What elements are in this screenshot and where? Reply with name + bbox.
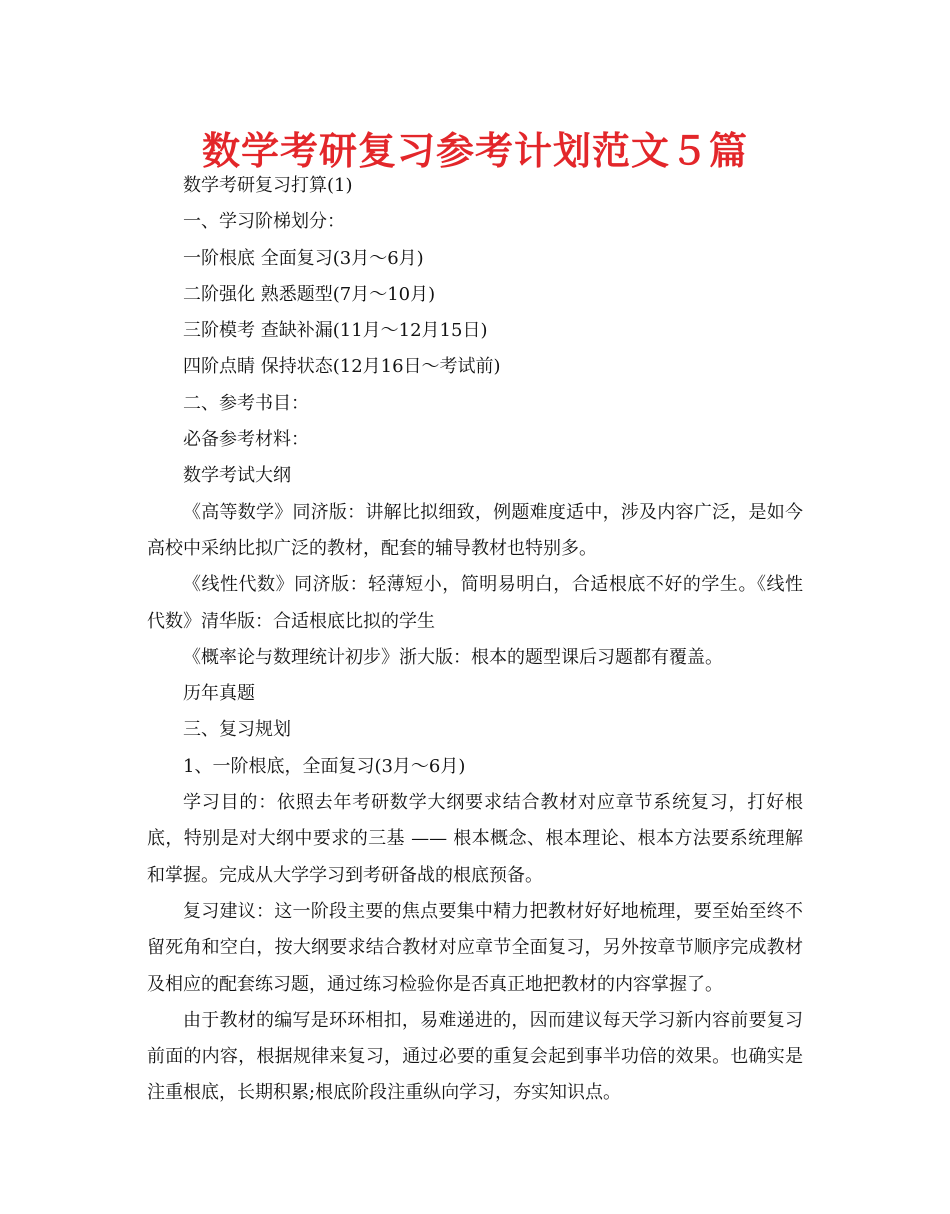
- paragraph: 学习目的：依照去年考研数学大纲要求结合教材对应章节系统复习，打好根底，特别是对大纲中要求的三基 —— 根本概念、根本理论、根本方法要系统理解和掌握。完成从大学学习到考研备战的根底预备。: [147, 792, 803, 886]
- paragraph: 1、一阶根底，全面复习(3月～6月): [183, 755, 466, 777]
- paragraph: 《高等数学》同济版：讲解比拟细致，例题难度适中，涉及内容广泛，是如今高校中采纳比拟广泛的教材，配套的辅导教材也特别多。: [147, 501, 803, 559]
- paragraph: 复习建议：这一阶段主要的焦点要集中精力把教材好好地梳理，要至始至终不留死角和空白，按大纲要求结合教材对应章节全面复习，另外按章节顺序完成教材及相应的配套练习题，通过练习检验你是否真正地把教材的内容掌握了。: [147, 900, 803, 995]
- paragraph: 四阶点睛 保持状态(12月16日～考试前): [183, 356, 501, 378]
- paragraph: 数学考研复习打算(1): [183, 175, 353, 196]
- paragraph: 数学考试大纲: [183, 465, 291, 487]
- paragraph: 必备参考材料：: [183, 429, 309, 451]
- document-body: [147, 168, 803, 1112]
- paragraph: 三、复习规划: [183, 719, 291, 741]
- paragraph: 由于教材的编写是环环相扣，易难递进的，因而建议每天学习新内容前要复习前面的内容，根据规律来复习，通过必要的重复会起到事半功倍的效果。也确实是注重根底，长期积累;根底阶段注重纵向学习，夯实知识点。: [147, 1009, 803, 1104]
- document-title: 数学考研复习参考计划范文５篇: [201, 129, 748, 173]
- paragraph: 一、学习阶梯划分：: [183, 211, 345, 233]
- paragraph: 一阶根底 全面复习(3月～6月): [183, 247, 424, 269]
- paragraph: 历年真题: [183, 683, 255, 705]
- paragraph: 《概率论与数理统计初步》浙大版：根本的题型课后习题都有覆盖。: [183, 646, 723, 668]
- paragraph: 二阶强化 熟悉题型(7月～10月): [183, 283, 436, 305]
- paragraph: 三阶模考 查缺补漏(11月～12月15日): [183, 320, 488, 342]
- paragraph: 《线性代数》同济版：轻薄短小，简明易明白，合适根底不好的学生。《线性代数》清华版：合适根底比拟的学生: [147, 574, 803, 632]
- paragraph: 二、参考书目：: [183, 392, 309, 414]
